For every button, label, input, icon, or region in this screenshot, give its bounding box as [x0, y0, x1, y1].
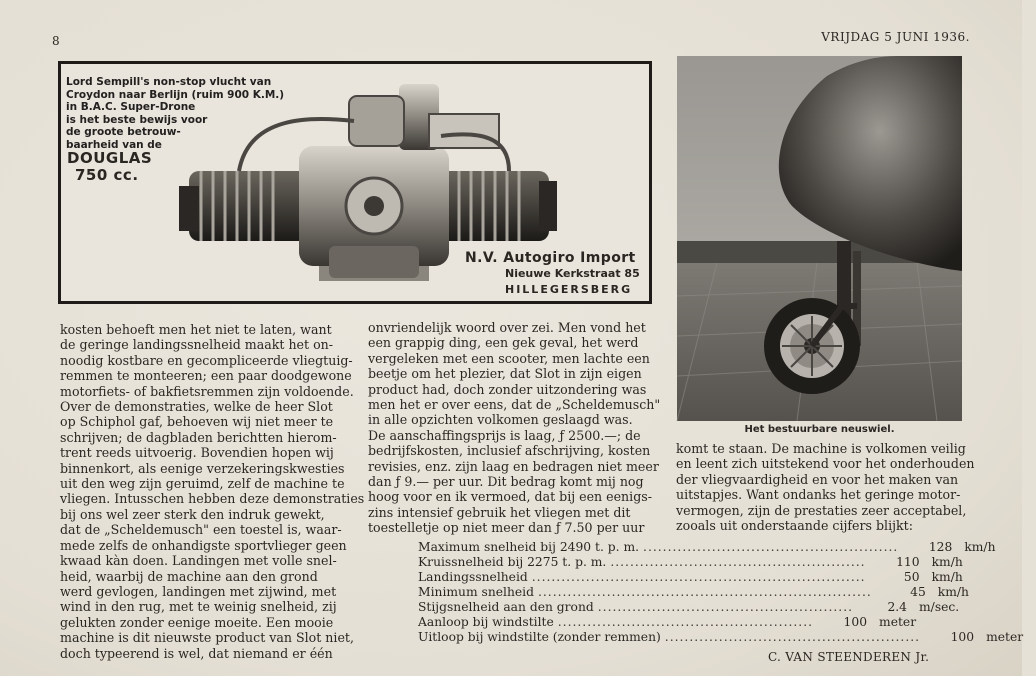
spec-label: Aanloop bij windstilte — [418, 615, 554, 629]
table-row — [418, 555, 963, 570]
text-line: heid, waarbij de machine aan den grond — [60, 568, 318, 584]
spec-label: Uitloop bij windstilte (zonder remmen) — [418, 630, 661, 644]
ad-line: de groote betrouw- — [66, 126, 181, 138]
article-column-3 — [676, 441, 975, 534]
performance-table — [418, 540, 1024, 645]
page-number: 8 — [52, 34, 60, 48]
leader-dots: .................................................... — [664, 630, 921, 644]
article-column-2 — [368, 320, 661, 536]
text-line: remmen te monteeren; een paar doodgewone — [60, 368, 352, 384]
text-line: trent reeds uitvoerig. Bovendien hopen wij — [60, 445, 334, 461]
text-line: onvriendelijk woord over zei. Men vond het — [368, 320, 646, 335]
author-signature: C. VAN STEENDEREN Jr. — [768, 650, 930, 664]
spec-label: Maximum snelheid bij 2490 t. p. m. — [418, 540, 640, 554]
text-line: vergeleken met een scooter, men lachte een — [368, 350, 650, 366]
table-row — [418, 600, 960, 615]
table-row — [418, 615, 917, 630]
ad-line: is het beste bewijs voor — [66, 113, 208, 126]
spec-value: 50 — [903, 570, 920, 584]
text-line: zins intensief gebruik het vliegen met dit — [368, 504, 631, 520]
table-row — [418, 570, 963, 585]
company-name: N.V. Autogiro Import — [465, 250, 636, 266]
ad-brand — [67, 150, 152, 184]
spec-value: 128 — [928, 540, 953, 554]
text-line: bij ons wel zeer sterk den indruk gewekt, — [60, 506, 325, 522]
text-line: vliegen. Intusschen hebben deze demonstraties — [60, 491, 365, 507]
spec-value: 100 — [950, 630, 975, 644]
text-line: dan ƒ 9.— per uur. Dit bedrag komt mij nog — [368, 474, 644, 490]
spec-unit: meter — [879, 615, 917, 629]
text-line: de geringe landingssnelheid maakt het on- — [60, 337, 334, 353]
table-row — [418, 585, 969, 600]
ad-line: baarheid van de — [66, 138, 162, 151]
text-line: werd gevlogen, landingen met zijwind, met — [60, 583, 337, 599]
text-line: Over de demonstraties, welke de heer Slot — [60, 399, 333, 415]
text-line: beetje om het plezier, dat Slot in zijn eigen — [368, 366, 642, 382]
brand-name: DOUGLAS — [67, 149, 153, 167]
spec-unit: km/h — [964, 540, 996, 554]
text-line: doch typeerend is wel, dat niemand er één — [60, 645, 333, 661]
engine-capacity: 750 cc. — [75, 166, 139, 184]
spec-label: Kruissnelheid bij 2275 t. p. m. — [418, 555, 607, 569]
text-line: in alle opzichten volkomen geslaagd was. — [368, 412, 633, 428]
text-line: motorfiets- of bakfietsremmen zijn voldoende. — [60, 383, 354, 399]
company-city: HILLEGERSBERG — [505, 283, 633, 296]
text-line: gelukten zonder eenige moeite. Een mooie — [60, 614, 334, 630]
spec-value: 45 — [910, 585, 926, 599]
page-date: VRIJDAG 5 JUNI 1936. — [821, 30, 970, 44]
ad-line: Croydon naar Berlijn (ruim 900 K.M.) — [66, 88, 285, 101]
leader-dots: .................................................... — [597, 600, 854, 614]
spec-unit: km/h — [931, 555, 963, 569]
text-line: dat de „Scheldemusch" een toestel is, waar- — [60, 522, 342, 538]
leader-dots: .................................................................... — [531, 570, 866, 584]
text-line: machine is dit nieuwste product van Slot niet, — [60, 630, 354, 646]
text-line: noodig kostbare en gecompliceerde vliegtuig- — [60, 352, 353, 368]
table-row — [418, 540, 996, 555]
text-line: hoog voor en ik vermoed, dat bij een eenigs- — [368, 489, 652, 505]
text-line: revisies, enz. zijn laag en bedragen niet meer — [368, 458, 659, 474]
text-line: kosten behoeft men het niet te laten, want — [60, 322, 332, 337]
text-line: uit den weg zijn geruimd, zelf de machine te — [60, 476, 345, 492]
text-line: binnenkort, als eenige verzekeringskwesties — [60, 460, 345, 476]
spec-label: Stijgsnelheid aan den grond — [418, 600, 594, 614]
text-line: op Schiphol gaf, behoeven wij niet meer te — [60, 414, 334, 430]
spec-unit: km/h — [937, 585, 969, 599]
ad-line: Lord Sempill's non-stop vlucht van — [66, 76, 272, 88]
spec-value: 2.4 — [887, 600, 908, 614]
nose-wheel-photo — [677, 56, 962, 421]
spec-value: 100 — [843, 615, 868, 629]
table-row — [418, 630, 1024, 645]
text-line: De aanschaffingsprijs is laag, ƒ 2500.—; de — [368, 427, 641, 443]
douglas-engine-advertisement — [58, 61, 652, 304]
text-line: schrijven; de dagbladen berichtten hierom- — [60, 429, 337, 445]
leader-dots: .................................................... — [643, 540, 899, 554]
spec-label: Minimum snelheid — [418, 585, 534, 599]
company-street: Nieuwe Kerkstraat 85 — [505, 267, 640, 280]
text-line: toestelletje op niet meer dan ƒ 7.50 per uur — [368, 520, 645, 536]
spec-unit: km/h — [931, 570, 963, 584]
text-line: vermogen, zijn de prestaties zeer acceptabel, — [676, 502, 967, 518]
text-line: kwaad kàn doen. Landingen met volle snel- — [60, 553, 337, 569]
leader-dots: .................................................... — [557, 615, 814, 629]
text-line: mede zelfs de onhandigste sportvlieger geen — [60, 537, 347, 553]
photo-caption: Het bestuurbare neuswiel. — [744, 424, 895, 435]
leader-dots: .................................................................... — [537, 585, 872, 599]
text-line: product had, doch zonder uitzondering was — [368, 381, 647, 397]
text-line: der vliegvaardigheid en voor het maken van — [676, 471, 959, 487]
text-line: wind in den rug, met te weinig snelheid, zij — [60, 599, 337, 615]
ad-line: in B.A.C. Super-Drone — [66, 101, 196, 113]
spec-label: Landingssnelheid — [418, 570, 528, 584]
spec-value: 110 — [896, 555, 920, 569]
article-column-1 — [60, 322, 365, 661]
text-line: een grappig ding, een gek geval, het werd — [368, 335, 639, 351]
text-line: bedrijfskosten, inclusief afschrijving, kosten — [368, 443, 651, 459]
text-line: zooals uit onderstaande cijfers blijkt: — [676, 518, 913, 534]
spec-unit: meter — [986, 630, 1024, 644]
text-line: uitstapjes. Want ondanks het geringe motor- — [676, 487, 961, 503]
text-line: men het er over eens, dat de „Scheldemusch" — [368, 397, 661, 413]
leader-dots: .................................................... — [610, 555, 866, 569]
spec-unit: m/sec. — [919, 600, 960, 614]
text-line: komt te staan. De machine is volkomen veilig — [676, 441, 966, 456]
text-line: en leent zich uitstekend voor het onderhouden — [676, 456, 975, 472]
ad-company — [465, 250, 640, 298]
